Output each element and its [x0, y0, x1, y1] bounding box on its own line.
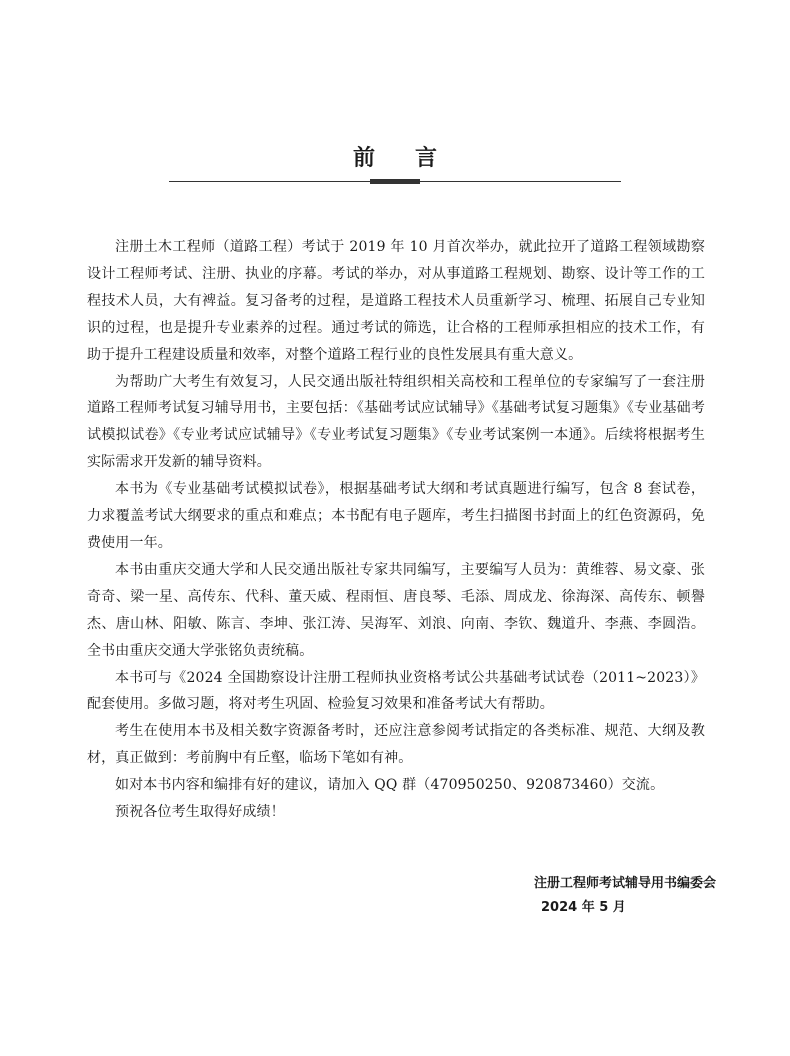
page-title: 前言: [352, 146, 477, 171]
paragraph-5: 本书可与《2024 全国勘察设计注册工程师执业资格考试公共基础考试试卷（2011~2023）》配套使用。多做习题，将对考生巩固、检验复习效果和准备考试大有帮助。: [87, 669, 705, 713]
paragraph-8: 预祝各位考生取得好成绩！: [115, 804, 285, 821]
paragraph-3: 本书为《专业基础考试模拟试卷》，根据基础考试大纲和考试真题进行编写，包含 8 套试卷，力求覆盖考试大纲要求的重点和难点；本书配有电子题库，考生扫描图书封面上的红色资源码，免费使用一年。: [87, 481, 705, 551]
paragraph-1: 注册土木工程师（道路工程）考试于 2019 年 10 月首次举办，就此拉开了道路工程领域勘察设计工程师考试、注册、执业的序幕。考试的举办，对从事道路工程规划、勘察、设计等工作的工程技术人员，大有裨益。复习备考的过程，是道路工程技术人员重新学习、梳理、拓展自己专业知识的过程，也是提升专业素养的过程。通过考试的筛选，让合格的工程师承担相应的技术工作，有助于提升工程建设质量和效率，对整个道路工程行业的良性发展具有重大意义。: [87, 239, 705, 363]
signature-date: 2024 年 5 月: [541, 900, 626, 915]
signature-organization: 注册工程师考试辅导用书编委会: [533, 876, 716, 891]
paragraph-6: 考生在使用本书及相关数字资源备考时，还应注意参阅考试指定的各类标准、规范、大纲及教材，真正做到：考前胸中有丘壑，临场下笔如有神。: [87, 723, 705, 767]
paragraph-4: 本书由重庆交通大学和人民交通出版社专家共同编写，主要编写人员为：黄维蓉、易文豪、张奇奇、梁一星、高传东、代科、董天威、程雨恒、唐良琴、毛添、周成龙、徐海深、高传东、顿譽杰、唐山林、阳敏、陈言、李坤、张江涛、吴海军、刘浪、向南、李钦、魏道升、李燕、李圆浩。全书由重庆交通大学张铭负责统稿。: [87, 561, 705, 659]
title-divider-accent: [370, 179, 420, 184]
paragraph-7: 如对本书内容和编排有好的建议，请加入 QQ 群（470950250、920873460）交流。: [115, 777, 665, 794]
preface-body: [87, 234, 705, 826]
paragraph-2: 为帮助广大考生有效复习，人民交通出版社特组织相关高校和工程单位的专家编写了一套注册道路工程师考试复习辅导用书，主要包括：《基础考试应试辅导》《基础考试复习题集》《专业基础考试模拟试卷》《专业考试应试辅导》《专业考试复习题集》《专业考试案例一本通》。后续将根据考生实际需求开发新的辅导资料。: [87, 373, 705, 471]
